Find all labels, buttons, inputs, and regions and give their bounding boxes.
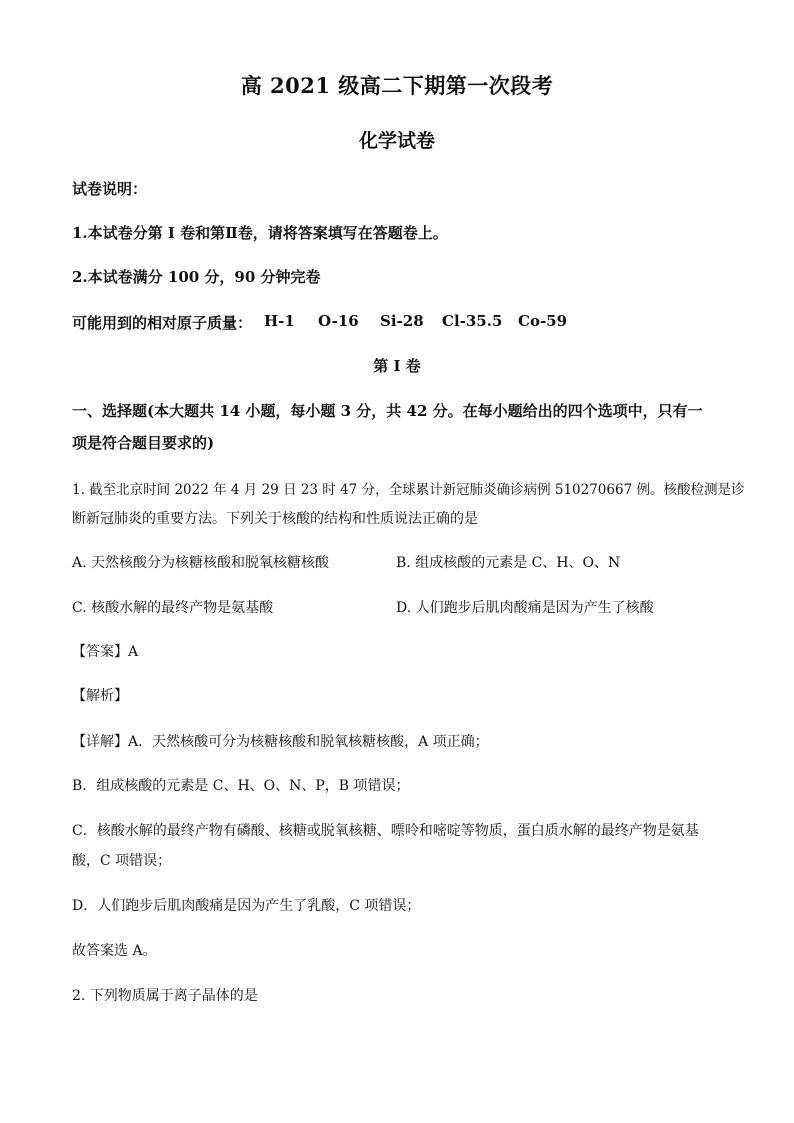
q1-option-b: B. 组成核酸的元素是 C、H、O、N <box>396 555 621 571</box>
section-title: 第 I 卷 <box>373 357 421 375</box>
q1-detail-c-line-1: C．核酸水解的最终产物有磷酸、核糖或脱氧核糖、嘌呤和嘧啶等物质，蛋白质水解的最终产物是氨基 <box>72 823 699 839</box>
q1-detail-d: D．人们跑步后肌肉酸痛是因为产生了乳酸，C 项错误； <box>72 898 421 914</box>
part-instruction-line-2: 项是符合题目要求的) <box>72 434 215 452</box>
q1-stem-line-1: 1. 截至北京时间 2022 年 4 月 29 日 23 时 47 分，全球累计新冠肺炎确诊病例 510270667 例。核酸检测是诊 <box>72 482 745 498</box>
q1-detail-c-line-2: 酸，C 项错误； <box>72 853 172 869</box>
q1-stem-line-2: 断新冠肺炎的重要方法。下列关于核酸的结构和性质说法正确的是 <box>72 511 478 527</box>
atomic-mass-item: O-16 <box>318 312 359 330</box>
q1-option-c: C. 核酸水解的最终产物是氨基酸 <box>72 600 274 616</box>
q1-detail-b: B．组成核酸的元素是 C、H、O、N、P，B 项错误； <box>72 778 410 794</box>
exam-title: 高 2021 级高二下期第一次段考 <box>240 73 554 98</box>
part-instruction-line-1: 一、选择题(本大题共 14 小题，每小题 3 分，共 42 分。在每小题给出的四个选项中，只有一 <box>72 402 703 420</box>
atomic-mass-item: Co-59 <box>518 312 568 330</box>
q1-option-a: A. 天然核酸分为核糖核酸和脱氧核糖核酸 <box>72 555 330 571</box>
instruction-line-2: 2.本试卷满分 100 分，90 分钟完卷 <box>72 268 321 286</box>
atomic-mass-item: H-1 <box>264 312 295 330</box>
instruction-line-1: 1.本试卷分第 I 卷和第Ⅱ卷，请将答案填写在答题卷上。 <box>72 224 448 242</box>
q1-option-d: D. 人们跑步后肌肉酸痛是因为产生了核酸 <box>396 600 654 616</box>
instructions-heading: 试卷说明： <box>72 180 148 198</box>
q1-detail-a: 【详解】A．天然核酸可分为核糖核酸和脱氧核糖核酸，A 项正确； <box>72 734 489 750</box>
atomic-mass-item: Cl-35.5 <box>442 312 503 330</box>
q1-answer: 【答案】A <box>72 644 139 660</box>
exam-subtitle: 化学试卷 <box>358 130 435 152</box>
atomic-mass-item: Si-28 <box>380 312 424 330</box>
atomic-masses-label: 可能用到的相对原子质量： <box>72 314 253 332</box>
q1-conclusion: 故答案选 A。 <box>72 943 157 959</box>
q2-stem: 2. 下列物质属于离子晶体的是 <box>72 988 258 1004</box>
q1-analysis-label: 【解析】 <box>72 688 128 704</box>
